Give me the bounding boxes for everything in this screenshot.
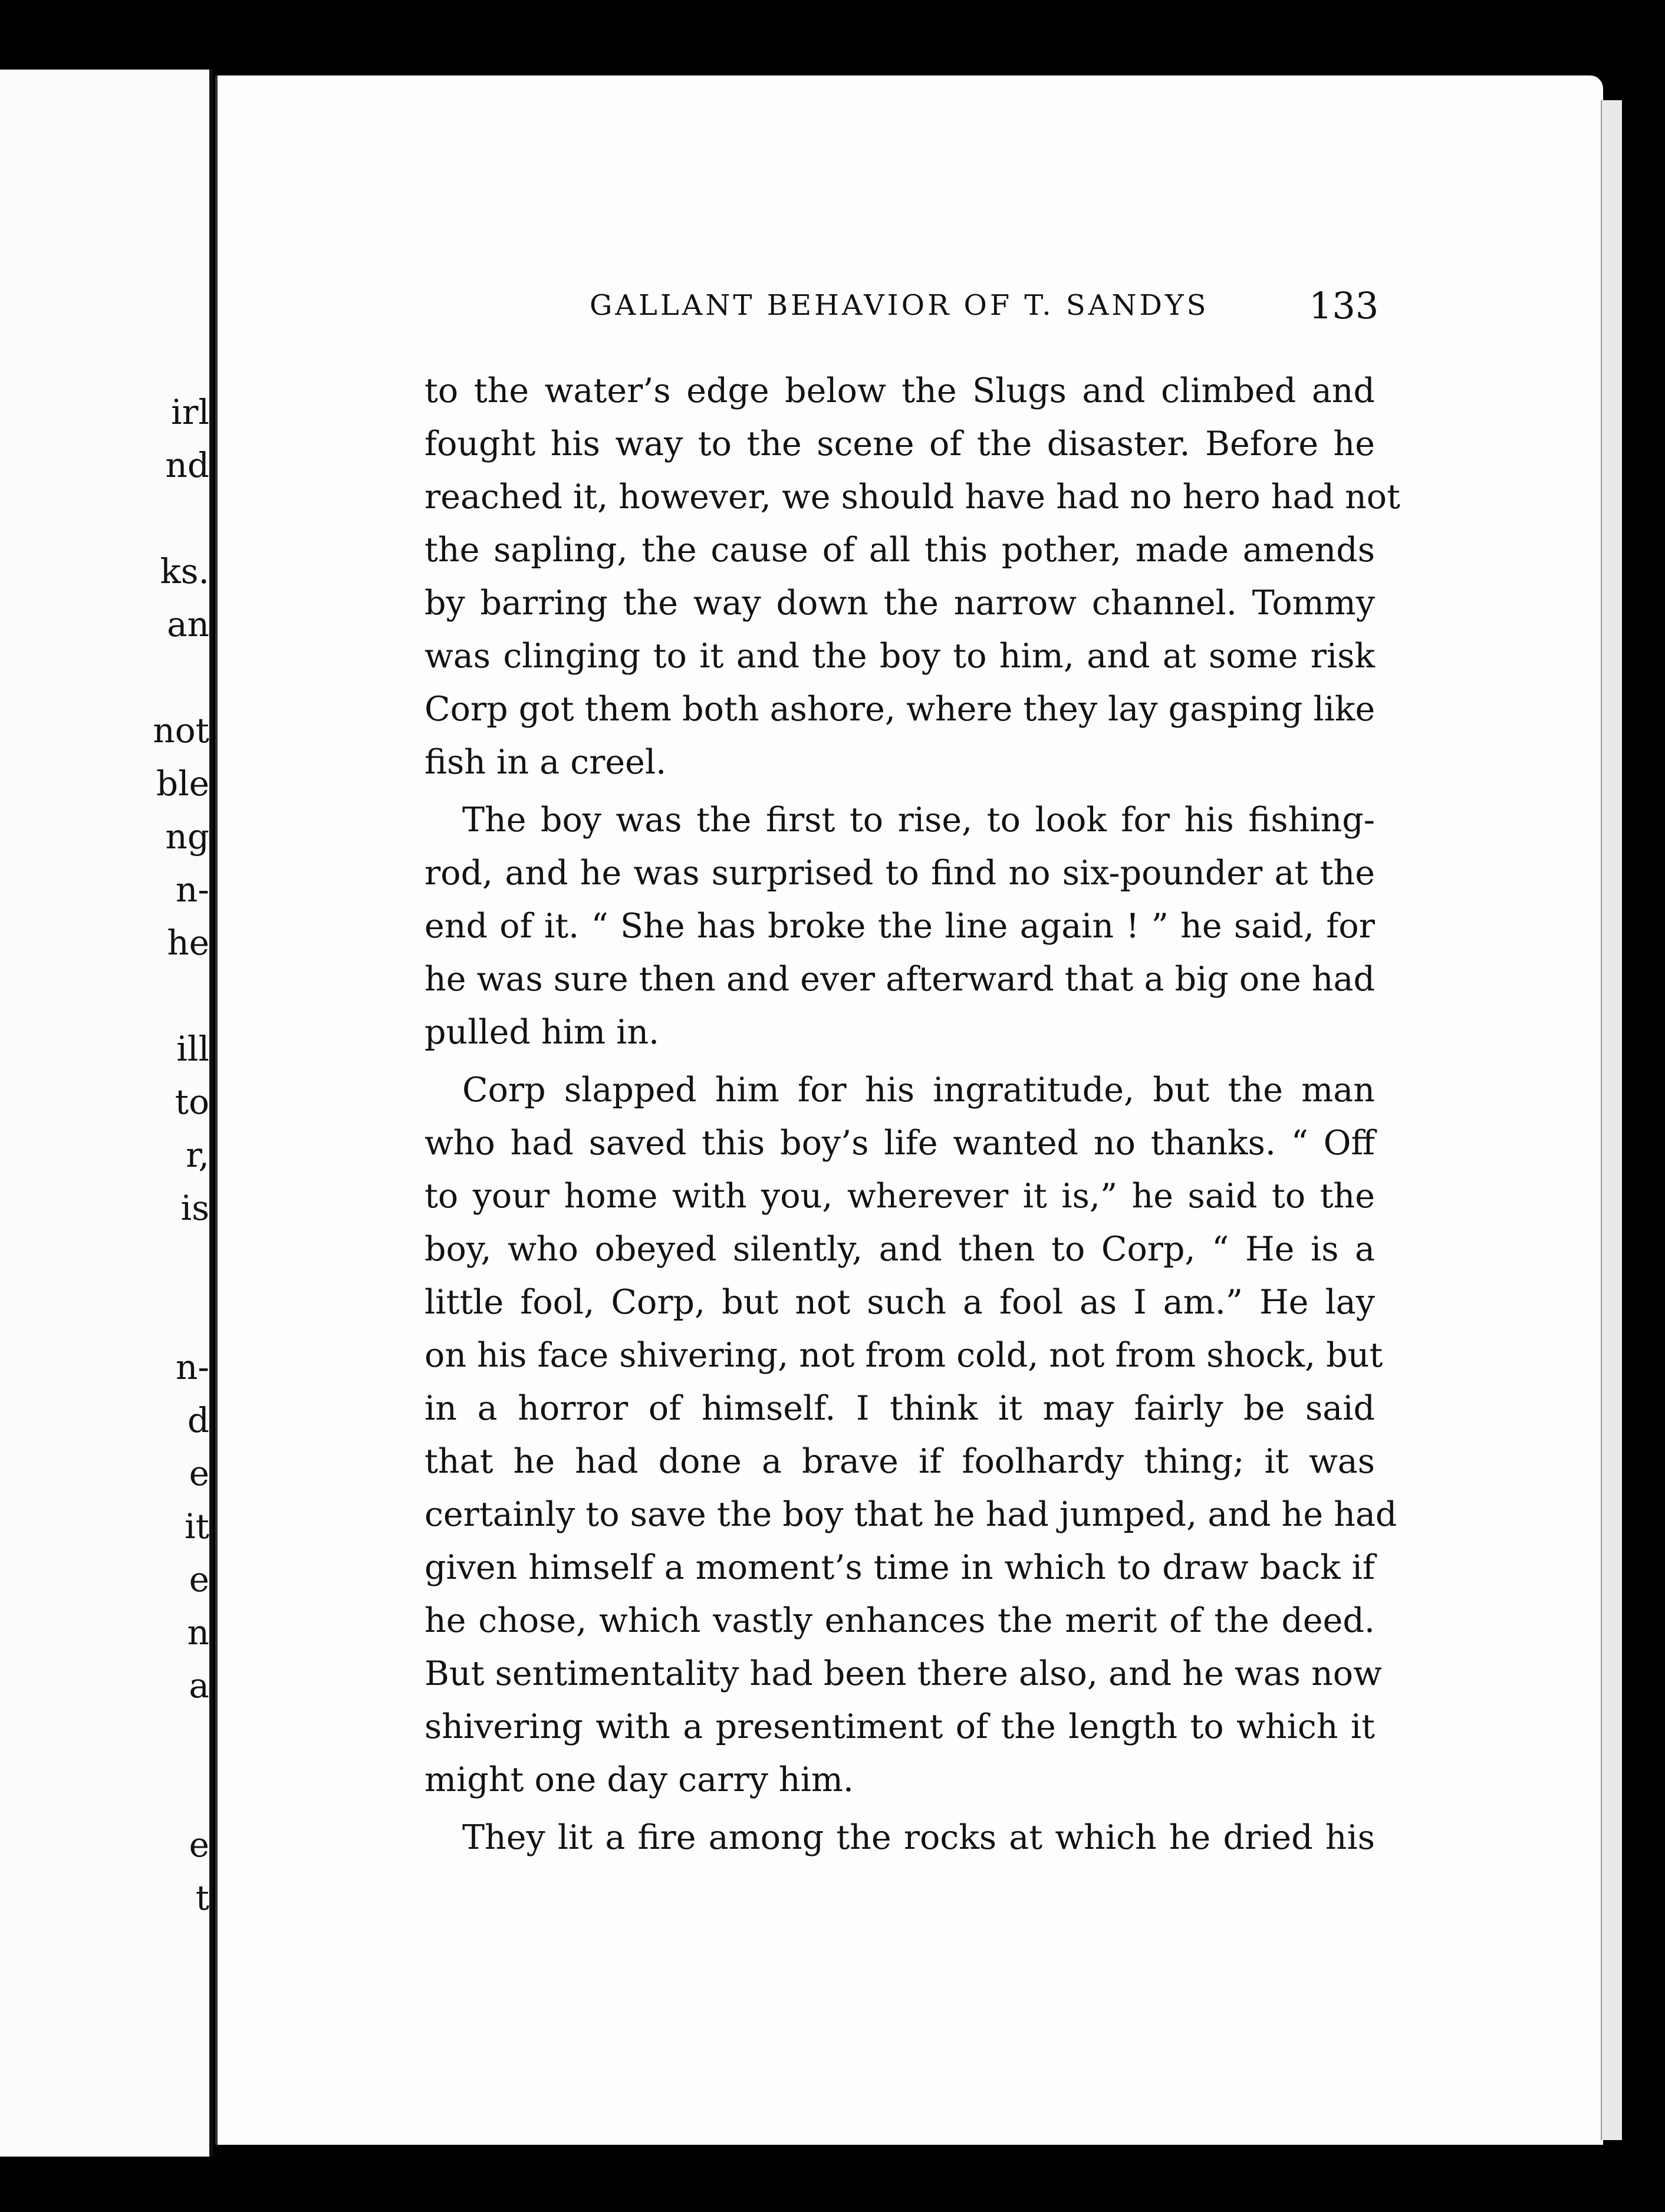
facing-page-fragment: e: [189, 1453, 209, 1493]
running-head: GALLANT BEHAVIOR OF T. SANDYS: [590, 289, 1209, 322]
facing-page-fragment: is: [180, 1188, 209, 1228]
facing-page-fragment: d: [187, 1400, 209, 1440]
page-number: 133: [1309, 284, 1379, 327]
facing-page-fragment: to: [175, 1082, 209, 1122]
facing-page-fragment: t: [195, 1878, 209, 1918]
facing-page-fragment: ks.: [160, 551, 209, 591]
facing-page-fragment: r,: [186, 1135, 209, 1175]
text-line: boy, who obeyed silently, and then to Corp, “ He is a: [425, 1230, 1375, 1269]
facing-page-fragment: ng: [165, 817, 209, 857]
facing-page-fragment: n-: [176, 870, 209, 910]
text-line: was clinging to it and the boy to him, and at some risk: [425, 637, 1375, 676]
facing-page-fragment: irl: [171, 392, 209, 432]
facing-page-fragment: a: [189, 1665, 209, 1706]
text-line: the sapling, the cause of all this pother, made amends: [425, 531, 1375, 570]
facing-page-fragment: e: [189, 1825, 209, 1865]
text-line: But sentimentality had been there also, and he was now: [425, 1654, 1382, 1693]
paragraph: [425, 1811, 1375, 1864]
facing-page-fragment: it: [185, 1506, 209, 1546]
text-line: Corp slapped him for his ingratitude, but the man: [462, 1071, 1375, 1110]
paragraph: [425, 794, 1375, 1059]
paragraph: [425, 1064, 1397, 1806]
text-line: in a horror of himself. I think it may fairly be said: [425, 1389, 1375, 1428]
text-line: shivering with a presentiment of the length to which it: [425, 1707, 1375, 1746]
text-line: fish in a creel.: [425, 743, 667, 782]
text-line: might one day carry him.: [425, 1760, 854, 1799]
paragraph: [425, 364, 1401, 789]
facing-page-fragment: he: [167, 923, 209, 963]
text-line: to the water’s edge below the Slugs and climbed and: [425, 371, 1375, 410]
page-edge: [1601, 100, 1622, 2140]
facing-page-fragment: not: [153, 710, 209, 750]
facing-page-fragment: e: [189, 1559, 209, 1599]
text-line: who had saved this boy’s life wanted no thanks. “ Off: [425, 1124, 1375, 1163]
text-line: reached it, however, we should have had no hero had not: [425, 478, 1401, 516]
facing-page-fragment: n-: [176, 1347, 209, 1387]
text-line: that he had done a brave if foolhardy thing; it was: [425, 1442, 1375, 1481]
text-line: he was sure then and ever afterward that a big one had: [425, 960, 1375, 999]
facing-page-fragment: ble: [156, 763, 209, 804]
text-line: given himself a moment’s time in which to draw back if: [425, 1548, 1375, 1587]
facing-page-fragment: ill: [176, 1029, 209, 1069]
body-text: [425, 364, 1401, 1864]
facing-page-fragment: n: [187, 1612, 209, 1653]
text-line: Corp got them both ashore, where they lay gasping like: [425, 690, 1376, 729]
facing-page-fragment: an: [167, 604, 209, 644]
text-line: rod, and he was surprised to find no six-pounder at the: [425, 854, 1375, 893]
text-line: end of it. “ She has broke the line again ! ” he said, for: [425, 907, 1375, 946]
text-line: to your home with you, wherever it is,” he said to the: [425, 1177, 1375, 1216]
text-line: pulled him in.: [425, 1013, 660, 1052]
facing-page: [0, 70, 213, 2157]
page-header: [336, 212, 1380, 327]
text-line: he chose, which vastly enhances the merit of the deed.: [425, 1601, 1375, 1640]
text-line: fought his way to the scene of the disaster. Before he: [425, 424, 1375, 463]
text-line: by barring the way down the narrow channel. Tommy: [425, 584, 1375, 623]
text-line: on his face shivering, not from cold, not from shock, but: [425, 1336, 1383, 1375]
text-line: The boy was the first to rise, to look for his fishing-: [462, 801, 1375, 840]
facing-page-fragment: nd: [165, 445, 209, 485]
text-line: certainly to save the boy that he had jumped, and he had: [425, 1495, 1397, 1534]
text-line: little fool, Corp, but not such a fool as I am.” He lay: [425, 1283, 1375, 1322]
text-line: They lit a fire among the rocks at which he dried his: [462, 1818, 1375, 1857]
